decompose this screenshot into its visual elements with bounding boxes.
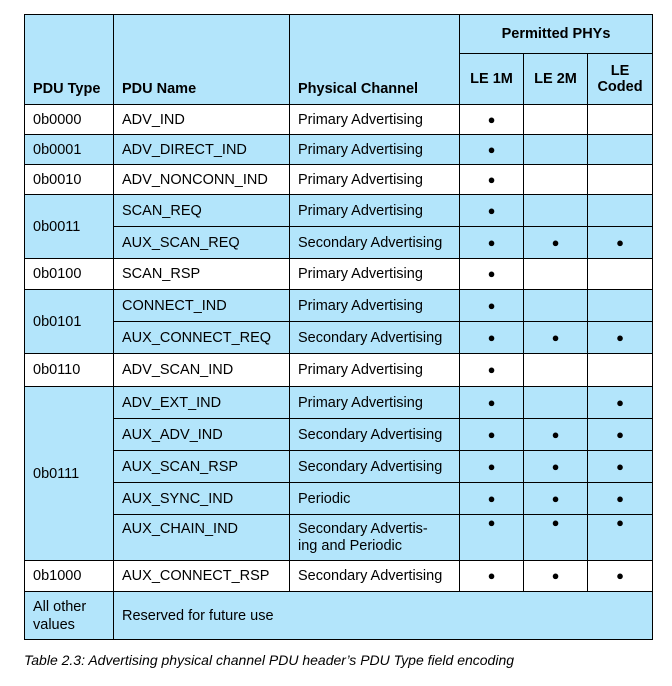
phy-le-2m-cell [524,515,588,561]
phy-le-1m-cell [460,105,524,135]
phy-le-coded-cell [588,451,653,483]
permitted-dot-icon: ● [616,568,624,583]
permitted-dot-icon: ● [487,141,496,157]
physical-channel-cell: Primary Advertising [290,195,460,227]
table-body [25,105,653,640]
table-row [25,227,653,259]
pdu-type-cell: 0b0100 [25,259,114,290]
reserved-text-cell: Reserved for future use [114,592,653,640]
physical-channel-line: ing and Periodic [298,537,402,554]
table-row [25,387,653,419]
physical-channel-cell: Primary Advertising [290,290,460,322]
phy-le-1m-cell [460,165,524,195]
phy-le-2m-cell [524,290,588,322]
phy-le-coded-cell [588,483,653,515]
physical-channel-cell: Secondary Advertising [290,451,460,483]
physical-channel-cell: Secondary Advertising [290,419,460,451]
pdu-type-cell: 0b0011 [25,195,114,259]
phy-le-2m-cell [524,354,588,387]
phy-le-coded-cell [588,290,653,322]
table-row [25,561,653,592]
pdu-name-cell: AUX_CHAIN_IND [114,515,290,561]
permitted-dot-icon: ● [487,458,496,474]
permitted-dot-icon: ● [487,111,496,127]
pdu-name-cell: SCAN_RSP [114,259,290,290]
physical-channel-cell: Primary Advertising [290,387,460,419]
phy-le-2m-cell [524,195,588,227]
pdu-type-cell: 0b0001 [25,135,114,165]
phy-le-coded-cell [588,419,653,451]
phy-le-1m-cell [460,561,524,592]
permitted-dot-icon: ● [487,266,496,281]
pdu-type-cell: 0b0010 [25,165,114,195]
phy-le-2m-cell [524,419,588,451]
table-row [25,290,653,322]
permitted-dot-icon: ● [551,490,560,506]
phy-le-2m-cell [524,387,588,419]
permitted-dot-icon: ● [551,458,560,474]
pdu-type-line: All other [33,598,87,615]
pdu-name-cell: AUX_ADV_IND [114,419,290,451]
table-row-reserved [25,592,653,640]
permitted-dot-icon: ● [616,234,624,250]
permitted-dot-icon: ● [616,426,624,442]
pdu-type-table [24,14,653,640]
permitted-dot-icon: ● [487,515,496,530]
physical-channel-cell: Periodic [290,483,460,515]
physical-channel-cell: Primary Advertising [290,259,460,290]
phy-le-1m-cell [460,515,524,561]
phy-le-coded-cell [588,259,653,290]
physical-channel-cell [290,515,460,561]
pdu-name-cell: AUX_SCAN_RSP [114,451,290,483]
pdu-type-cell: 0b0000 [25,105,114,135]
permitted-dot-icon: ● [551,329,560,345]
phy-le-1m-cell [460,322,524,354]
table-row [25,451,653,483]
table-row [25,419,653,451]
phy-le-1m-cell [460,259,524,290]
permitted-dot-icon: ● [551,426,560,442]
physical-channel-cell: Primary Advertising [290,354,460,387]
permitted-dot-icon: ● [551,234,560,250]
pdu-name-cell: ADV_SCAN_IND [114,354,290,387]
phy-le-2m-cell [524,561,588,592]
pdu-name-cell: ADV_DIRECT_IND [114,135,290,165]
phy-le-1m-cell [460,419,524,451]
permitted-dot-icon: ● [487,234,496,250]
phy-le-coded-cell [588,135,653,165]
permitted-dot-icon: ● [487,202,496,218]
phy-le-coded-cell [588,105,653,135]
phy-le-1m-cell [460,290,524,322]
table-row [25,259,653,290]
table-caption: Table 2.3: Advertising physical channel PDU header’s PDU Type field encoding [24,652,515,668]
physical-channel-cell: Primary Advertising [290,165,460,195]
phy-le-1m-cell [460,451,524,483]
pdu-type-cell: 0b0111 [25,387,114,561]
header-pdu-name: PDU Name [114,15,290,105]
pdu-name-cell: CONNECT_IND [114,290,290,322]
header-physical-channel: Physical Channel [290,15,460,105]
pdu-type-cell: 0b0110 [25,354,114,387]
permitted-dot-icon: ● [616,515,624,530]
permitted-dot-icon: ● [487,490,496,506]
phy-le-1m-cell [460,227,524,259]
phy-le-2m-cell [524,322,588,354]
permitted-dot-icon: ● [487,426,496,442]
table-row [25,165,653,195]
table-row [25,105,653,135]
physical-channel-line: Secondary Advertis- [298,520,428,537]
phy-le-1m-cell [460,195,524,227]
table-row [25,354,653,387]
phy-le-1m-cell [460,135,524,165]
table-row [25,483,653,515]
pdu-type-cell: 0b1000 [25,561,114,592]
header-le-coded: LE Coded [588,54,653,105]
phy-le-coded-cell [588,165,653,195]
permitted-dot-icon: ● [487,171,496,187]
permitted-dot-icon: ● [487,297,496,313]
phy-le-coded-cell [588,387,653,419]
permitted-dot-icon: ● [487,568,496,583]
pdu-name-cell: ADV_NONCONN_IND [114,165,290,195]
phy-le-coded-cell [588,515,653,561]
pdu-name-cell: ADV_EXT_IND [114,387,290,419]
permitted-dot-icon: ● [487,394,496,410]
permitted-dot-icon: ● [616,490,624,506]
permitted-dot-icon: ● [616,329,624,345]
pdu-name-cell: AUX_CONNECT_REQ [114,322,290,354]
permitted-dot-icon: ● [487,362,496,377]
phy-le-2m-cell [524,451,588,483]
pdu-type-cell [25,592,114,640]
physical-channel-cell: Secondary Advertising [290,322,460,354]
phy-le-2m-cell [524,135,588,165]
header-permitted-phys: Permitted PHYs [460,15,653,54]
pdu-name-cell: AUX_SCAN_REQ [114,227,290,259]
table-row [25,515,653,561]
phy-le-coded-cell [588,354,653,387]
header-le-2m: LE 2M [524,54,588,105]
table-row [25,322,653,354]
physical-channel-cell: Secondary Advertising [290,561,460,592]
header-pdu-type: PDU Type [25,15,114,105]
phy-le-1m-cell [460,387,524,419]
pdu-name-cell: ADV_IND [114,105,290,135]
header-le-1m: LE 1M [460,54,524,105]
permitted-dot-icon: ● [616,458,624,474]
pdu-type-line: values [33,616,75,633]
phy-le-2m-cell [524,105,588,135]
pdu-name-cell: SCAN_REQ [114,195,290,227]
permitted-dot-icon: ● [487,329,496,345]
table-row [25,135,653,165]
phy-le-coded-cell [588,322,653,354]
phy-le-1m-cell [460,483,524,515]
physical-channel-cell: Primary Advertising [290,105,460,135]
phy-le-2m-cell [524,259,588,290]
phy-le-coded-cell [588,561,653,592]
phy-le-2m-cell [524,165,588,195]
phy-le-coded-cell [588,227,653,259]
physical-channel-cell: Secondary Advertising [290,227,460,259]
phy-le-1m-cell [460,354,524,387]
permitted-dot-icon: ● [616,394,624,410]
physical-channel-cell: Primary Advertising [290,135,460,165]
table-row [25,195,653,227]
phy-le-2m-cell [524,483,588,515]
permitted-dot-icon: ● [551,568,560,583]
pdu-name-cell: AUX_CONNECT_RSP [114,561,290,592]
phy-le-2m-cell [524,227,588,259]
phy-le-coded-cell [588,195,653,227]
pdu-name-cell: AUX_SYNC_IND [114,483,290,515]
permitted-dot-icon: ● [551,515,560,530]
pdu-type-cell: 0b0101 [25,290,114,354]
